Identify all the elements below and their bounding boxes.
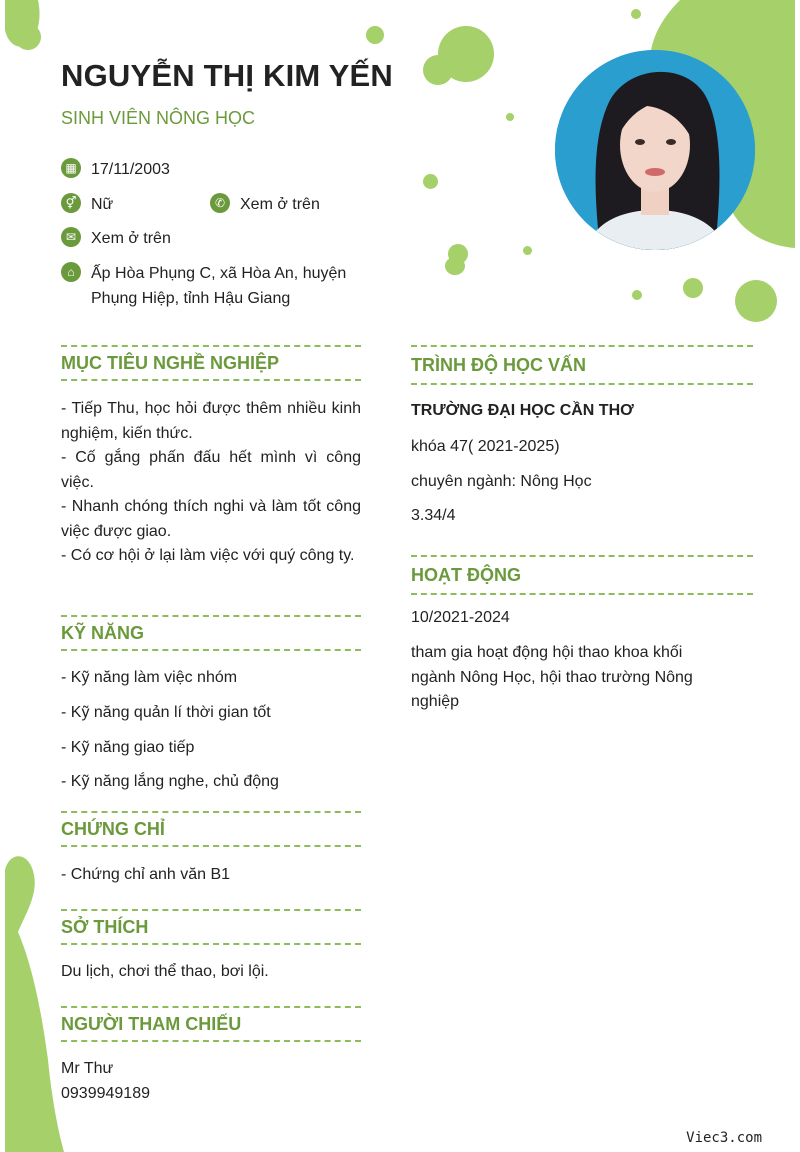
activities-period: 10/2021-2024 bbox=[411, 609, 510, 626]
hobbies-title: SỞ THÍCH bbox=[61, 909, 361, 945]
objective-item: - Có cơ hội ở lại làm việc với quý công ty. bbox=[61, 547, 355, 564]
email-value: Xem ở trên bbox=[91, 230, 171, 247]
reference-section bbox=[61, 1006, 361, 1042]
certificates-title: CHỨNG CHỈ bbox=[61, 811, 361, 847]
activities-description: tham gia hoạt động hội thao khoa khối ngành Nông Học, hội thao trường Nông nghiệp bbox=[411, 644, 693, 710]
hobbies-section bbox=[61, 909, 361, 945]
reference-phone: 0939949189 bbox=[61, 1085, 150, 1102]
education-course: khóa 47( 2021-2025) bbox=[411, 438, 560, 455]
phone-icon: ✆ bbox=[210, 193, 230, 213]
email-icon: ✉ bbox=[61, 227, 81, 247]
calendar-icon: ▦ bbox=[61, 158, 81, 178]
skill-item: - Kỹ năng quản lí thời gian tốt bbox=[61, 704, 271, 721]
education-gpa: 3.34/4 bbox=[411, 507, 456, 524]
skill-item: - Kỹ năng giao tiếp bbox=[61, 739, 195, 756]
education-school: TRƯỜNG ĐẠI HỌC CẦN THƠ bbox=[411, 402, 634, 419]
candidate-name: NGUYỄN THỊ KIM YẾN bbox=[61, 58, 394, 93]
education-title: TRÌNH ĐỘ HỌC VẤN bbox=[411, 345, 753, 385]
certificates-section bbox=[61, 811, 361, 847]
candidate-role: SINH VIÊN NÔNG HỌC bbox=[61, 108, 256, 128]
skill-item: - Kỹ năng lắng nghe, chủ động bbox=[61, 773, 279, 790]
gender-icon: ⚥ bbox=[61, 193, 81, 213]
education-section bbox=[411, 345, 753, 385]
objective-item: - Tiếp Thu, học hỏi được thêm nhiều kinh nghiệm, kiến thức. bbox=[61, 400, 361, 442]
activities-title: HOẠT ĐỘNG bbox=[411, 555, 753, 595]
gender-value: Nữ bbox=[91, 196, 114, 213]
education-major: chuyên ngành: Nông Học bbox=[411, 473, 592, 490]
profile-photo bbox=[555, 50, 755, 250]
skills-title: KỸ NĂNG bbox=[61, 615, 361, 651]
address-value: Ấp Hòa Phụng C, xã Hòa An, huyện Phụng Hiệp, tỉnh Hậu Giang bbox=[91, 265, 347, 307]
phone-value: Xem ở trên bbox=[240, 196, 320, 213]
reference-name: Mr Thư bbox=[61, 1060, 114, 1077]
birthday-value: 17/11/2003 bbox=[91, 161, 170, 178]
objective-list bbox=[61, 397, 361, 569]
portrait-illustration bbox=[555, 50, 755, 250]
skill-item: - Kỹ năng làm việc nhóm bbox=[61, 669, 238, 686]
home-icon: ⌂ bbox=[61, 262, 81, 282]
activities-section bbox=[411, 555, 753, 595]
objective-item: - Nhanh chóng thích nghi và làm tốt công việc được giao. bbox=[61, 498, 361, 540]
watermark: Viec3.com bbox=[686, 1130, 762, 1146]
objective-item: - Cố gắng phấn đấu hết mình vì công việc. bbox=[61, 449, 361, 491]
objective-title: MỤC TIÊU NGHỀ NGHIỆP bbox=[61, 345, 361, 381]
skills-section bbox=[61, 615, 361, 651]
objective-section bbox=[61, 345, 361, 569]
reference-title: NGƯỜI THAM CHIẾU bbox=[61, 1006, 361, 1042]
hobbies-text: Du lịch, chơi thể thao, bơi lội. bbox=[61, 963, 269, 980]
certificate-item: - Chứng chỉ anh văn B1 bbox=[61, 866, 231, 883]
